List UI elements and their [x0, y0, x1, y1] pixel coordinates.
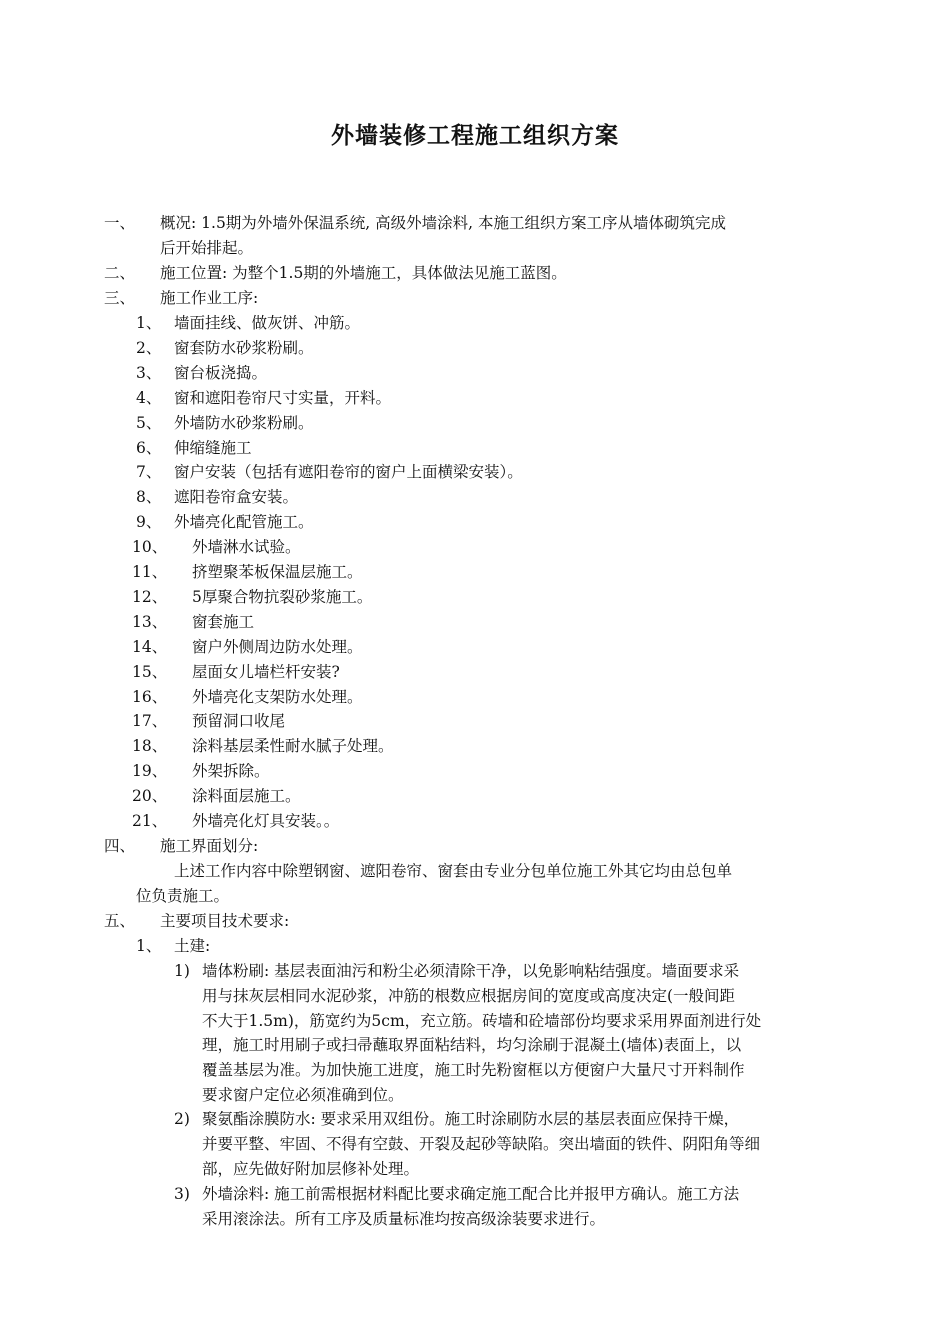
- step-number: 9、: [136, 513, 162, 532]
- step-number: 12、: [132, 587, 168, 606]
- step-text: 窗和遮阳卷帘尺寸实量，开料。: [174, 388, 392, 407]
- subsection-number: 1、: [136, 937, 162, 955]
- step-number: 13、: [132, 612, 168, 631]
- step-number: 19、: [132, 762, 168, 781]
- requirement-text-line: 聚氨酯涂膜防水: 要求采用双组份。施工时涂刷防水层的基层表面应保持干燥，: [202, 1110, 740, 1128]
- section-heading: 施工作业工序:: [160, 289, 259, 307]
- step-text: 外墙亮化支架防水处理。: [192, 687, 363, 706]
- step-number: 20、: [132, 787, 168, 806]
- section-number: 三、: [104, 289, 136, 307]
- step-text: 伸缩缝施工: [174, 438, 252, 457]
- step-text: 墙面挂线、做灰饼、冲筋。: [174, 314, 361, 332]
- requirement-text-line: 不大于1.5m)，筋宽约为5cm，充立筋。砖墙和砼墙部份均要求采用界面剂进行处: [202, 1011, 762, 1030]
- requirement-text-line: 并要平整、牢固、不得有空鼓、开裂及起砂等缺陷。突出墙面的铁件、阴阳角等细: [202, 1134, 761, 1153]
- step-number: 2、: [136, 338, 162, 357]
- step-number: 21、: [132, 812, 168, 830]
- step-number: 10、: [132, 538, 168, 557]
- section-4-continuation: 位负责施工。: [136, 887, 230, 905]
- step-number: 17、: [132, 712, 168, 731]
- requirement-text-line: 墙体粉刷: 基层表面油污和粉尘必须清除干净，以免影响粘结强度。墙面要求采: [202, 962, 740, 980]
- step-text: 窗户外侧周边防水处理。: [192, 637, 363, 656]
- step-text: 屋面女儿墙栏杆安装?: [192, 662, 340, 681]
- requirement-number: 3): [174, 1185, 190, 1203]
- step-number: 7、: [136, 463, 162, 482]
- step-number: 18、: [132, 737, 168, 756]
- requirement-text-line: 部，应先做好附加层修补处理。: [202, 1159, 420, 1178]
- section-1-continuation: 后开始排起。: [160, 239, 254, 257]
- step-number: 6、: [136, 438, 162, 457]
- step-number: 4、: [136, 388, 162, 407]
- requirement-number: 2): [174, 1110, 190, 1128]
- step-number: 11、: [132, 563, 168, 581]
- step-text: 窗套防水砂浆粉刷。: [174, 338, 314, 357]
- step-text: 窗套施工: [192, 612, 255, 631]
- requirement-text-line: 理，施工时用刷子或扫帚蘸取界面粘结料，均匀涂刷于混凝土(墙体)表面上，以: [202, 1036, 742, 1055]
- document-title: 外墙装修工程施工组织方案: [331, 123, 619, 149]
- requirement-text-line: 覆盖基层为准。为加快施工进度，施工时先粉窗框以方便窗户大量尺寸开料制作: [202, 1061, 745, 1080]
- step-text: 外墙淋水试验。: [192, 538, 301, 557]
- step-number: 15、: [132, 662, 168, 681]
- step-text: 涂料面层施工。: [192, 787, 301, 806]
- subsection-heading: 土建:: [174, 937, 211, 955]
- section-number: 二、: [104, 264, 136, 282]
- section-text: 施工位置: 为整个1.5期的外墙施工，具体做法见施工蓝图。: [160, 264, 567, 282]
- step-text: 外架拆除。: [192, 762, 270, 781]
- step-number: 5、: [136, 413, 162, 432]
- step-text: 预留洞口收尾: [192, 712, 286, 731]
- section-heading: 施工界面划分:: [160, 837, 259, 855]
- step-text: 外墙防水砂浆粉刷。: [174, 413, 314, 432]
- requirement-text-line: 采用滚涂法。所有工序及质量标准均按高级涂装要求进行。: [202, 1209, 606, 1228]
- section-4-text: 上述工作内容中除塑钢窗、遮阳卷帘、窗套由专业分包单位施工外其它均由总包单: [174, 862, 733, 880]
- step-number: 3、: [136, 363, 162, 382]
- step-text: 窗台板浇捣。: [174, 363, 268, 382]
- step-number: 8、: [136, 488, 162, 507]
- step-text: 遮阳卷帘盒安装。: [174, 488, 299, 507]
- section-text: 概况: 1.5期为外墙外保温系统, 高级外墙涂料, 本施工组织方案工序从墙体砌筑完成: [160, 214, 727, 232]
- step-text: 挤塑聚苯板保温层施工。: [192, 563, 363, 581]
- requirement-number: 1): [174, 962, 190, 980]
- section-heading: 主要项目技术要求:: [160, 912, 290, 930]
- step-text: 外墙亮化配管施工。: [174, 513, 314, 532]
- step-text: 外墙亮化灯具安装。。: [192, 812, 340, 830]
- step-number: 16、: [132, 687, 168, 706]
- section-number: 五、: [104, 912, 136, 930]
- step-text: 窗户安装（包括有遮阳卷帘的窗户上面横梁安装）。: [174, 463, 523, 482]
- requirement-text-line: 用与抹灰层相同水泥砂浆，冲筋的根数应根据房间的宽度或高度决定(一般间距: [202, 986, 736, 1005]
- step-text: 5厚聚合物抗裂砂浆施工。: [192, 587, 373, 606]
- step-text: 涂料基层柔性耐水腻子处理。: [192, 737, 394, 756]
- step-number: 1、: [136, 314, 162, 332]
- requirement-text-line: 要求窗户定位必须准确到位。: [202, 1086, 404, 1104]
- step-number: 14、: [132, 637, 168, 656]
- section-number: 一、: [104, 214, 136, 232]
- section-number: 四、: [104, 837, 136, 855]
- requirement-text-line: 外墙涂料: 施工前需根据材料配比要求确定施工配合比并报甲方确认。施工方法: [202, 1185, 740, 1203]
